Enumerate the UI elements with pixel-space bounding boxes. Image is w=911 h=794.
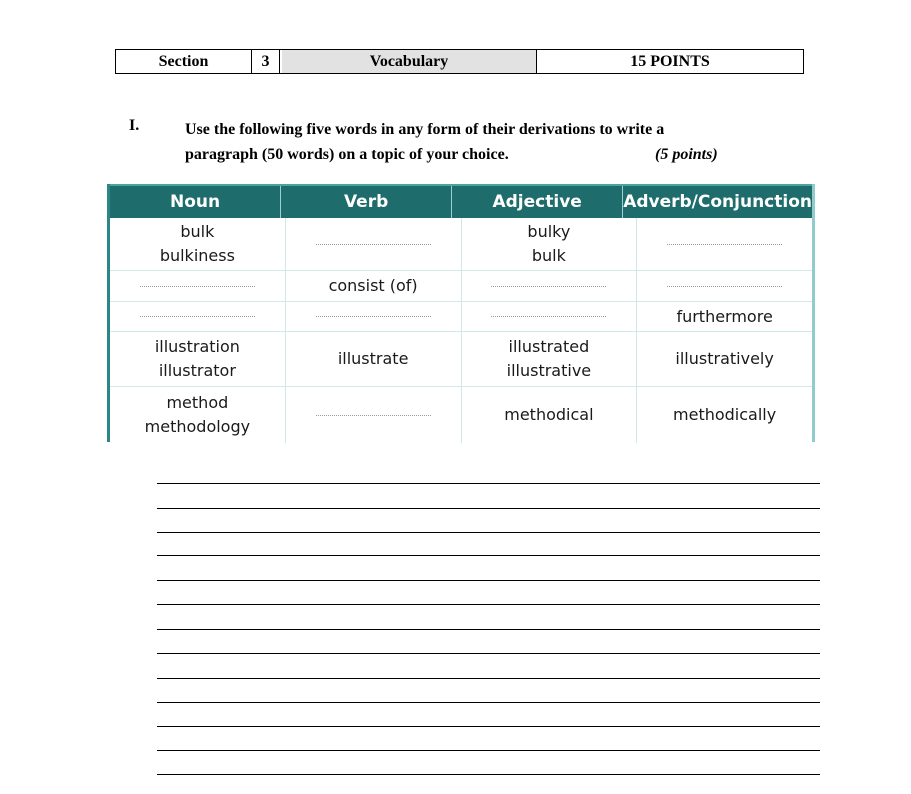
word-form: illustrate [337, 349, 409, 368]
word-form: method [166, 393, 229, 412]
cell-verb [286, 332, 462, 386]
word-form: bulk [531, 246, 566, 265]
blank-dotted-line [140, 316, 255, 317]
writing-line [157, 726, 820, 727]
cell-noun [110, 302, 286, 331]
word-form: furthermore [676, 306, 773, 326]
word-form: illustrated [508, 337, 590, 356]
writing-line [157, 678, 820, 679]
word-form: illustrative [506, 361, 592, 380]
table-row [110, 218, 812, 271]
cell-noun [110, 387, 286, 443]
word-form: methodology [144, 417, 251, 436]
cell-verb [286, 271, 462, 301]
writing-line [157, 532, 820, 533]
word-form: methodical [504, 405, 594, 424]
blank-dotted-line [491, 286, 606, 287]
blank-dotted-line [316, 244, 431, 245]
section-header [115, 49, 804, 74]
instruction-line-1: Use the following five words in any form of their derivations to write a [185, 121, 665, 138]
writing-line [157, 604, 820, 605]
question-points: (5 points) [655, 146, 718, 163]
word-form: consist (of) [328, 276, 418, 295]
writing-line [157, 508, 820, 509]
question-numeral: I. [129, 117, 140, 134]
table-row [110, 271, 812, 302]
cell-verb [286, 302, 462, 331]
cell-adjective [462, 387, 638, 443]
cell-adverb [637, 387, 812, 443]
writing-line [157, 653, 820, 654]
section-points: 15 POINTS [630, 52, 710, 70]
section-number: 3 [252, 50, 280, 73]
table-row [110, 302, 812, 332]
table-header [110, 184, 812, 218]
table-body [110, 218, 812, 443]
writing-line [157, 555, 820, 556]
word-form: illustrator [158, 361, 236, 380]
blank-dotted-line [316, 316, 431, 317]
word-form: methodically [673, 405, 777, 424]
cell-noun [110, 271, 286, 301]
blank-dotted-line [667, 244, 782, 245]
column-header-adverb: Adverb/Conjunction [623, 192, 812, 212]
blank-dotted-line [316, 415, 431, 416]
cell-verb [286, 218, 462, 270]
cell-noun [110, 332, 286, 386]
writing-line [157, 774, 820, 775]
writing-line [157, 483, 820, 484]
cell-adverb [637, 332, 812, 386]
writing-line [157, 629, 820, 630]
section-title: Vocabulary [280, 50, 537, 73]
cell-adverb [637, 302, 812, 331]
word-form: bulk [180, 222, 215, 241]
blank-dotted-line [667, 286, 782, 287]
column-header-noun: Noun [110, 186, 281, 218]
column-header-adjective: Adjective [452, 186, 623, 218]
writing-line [157, 702, 820, 703]
cell-adjective [462, 218, 638, 270]
table-row [110, 332, 812, 387]
section-label: Section [116, 50, 252, 73]
blank-dotted-line [491, 316, 606, 317]
word-form: illustratively [675, 349, 774, 368]
cell-adjective [462, 302, 638, 331]
word-form: illustration [154, 337, 240, 356]
word-form: bulkiness [159, 246, 235, 265]
cell-adjective [462, 332, 638, 386]
word-forms-table [107, 184, 815, 442]
blank-dotted-line [140, 286, 255, 287]
table-row [110, 387, 812, 443]
cell-noun [110, 218, 286, 270]
column-header-verb: Verb [281, 186, 452, 218]
writing-line [157, 580, 820, 581]
cell-adverb [637, 271, 812, 301]
instruction-line-2: paragraph (50 words) on a topic of your choice. [185, 146, 509, 163]
cell-adverb [637, 218, 812, 270]
word-form: bulky [527, 222, 571, 241]
cell-verb [286, 387, 462, 443]
writing-line [157, 750, 820, 751]
question-instructions [185, 117, 745, 167]
cell-adjective [462, 271, 638, 301]
